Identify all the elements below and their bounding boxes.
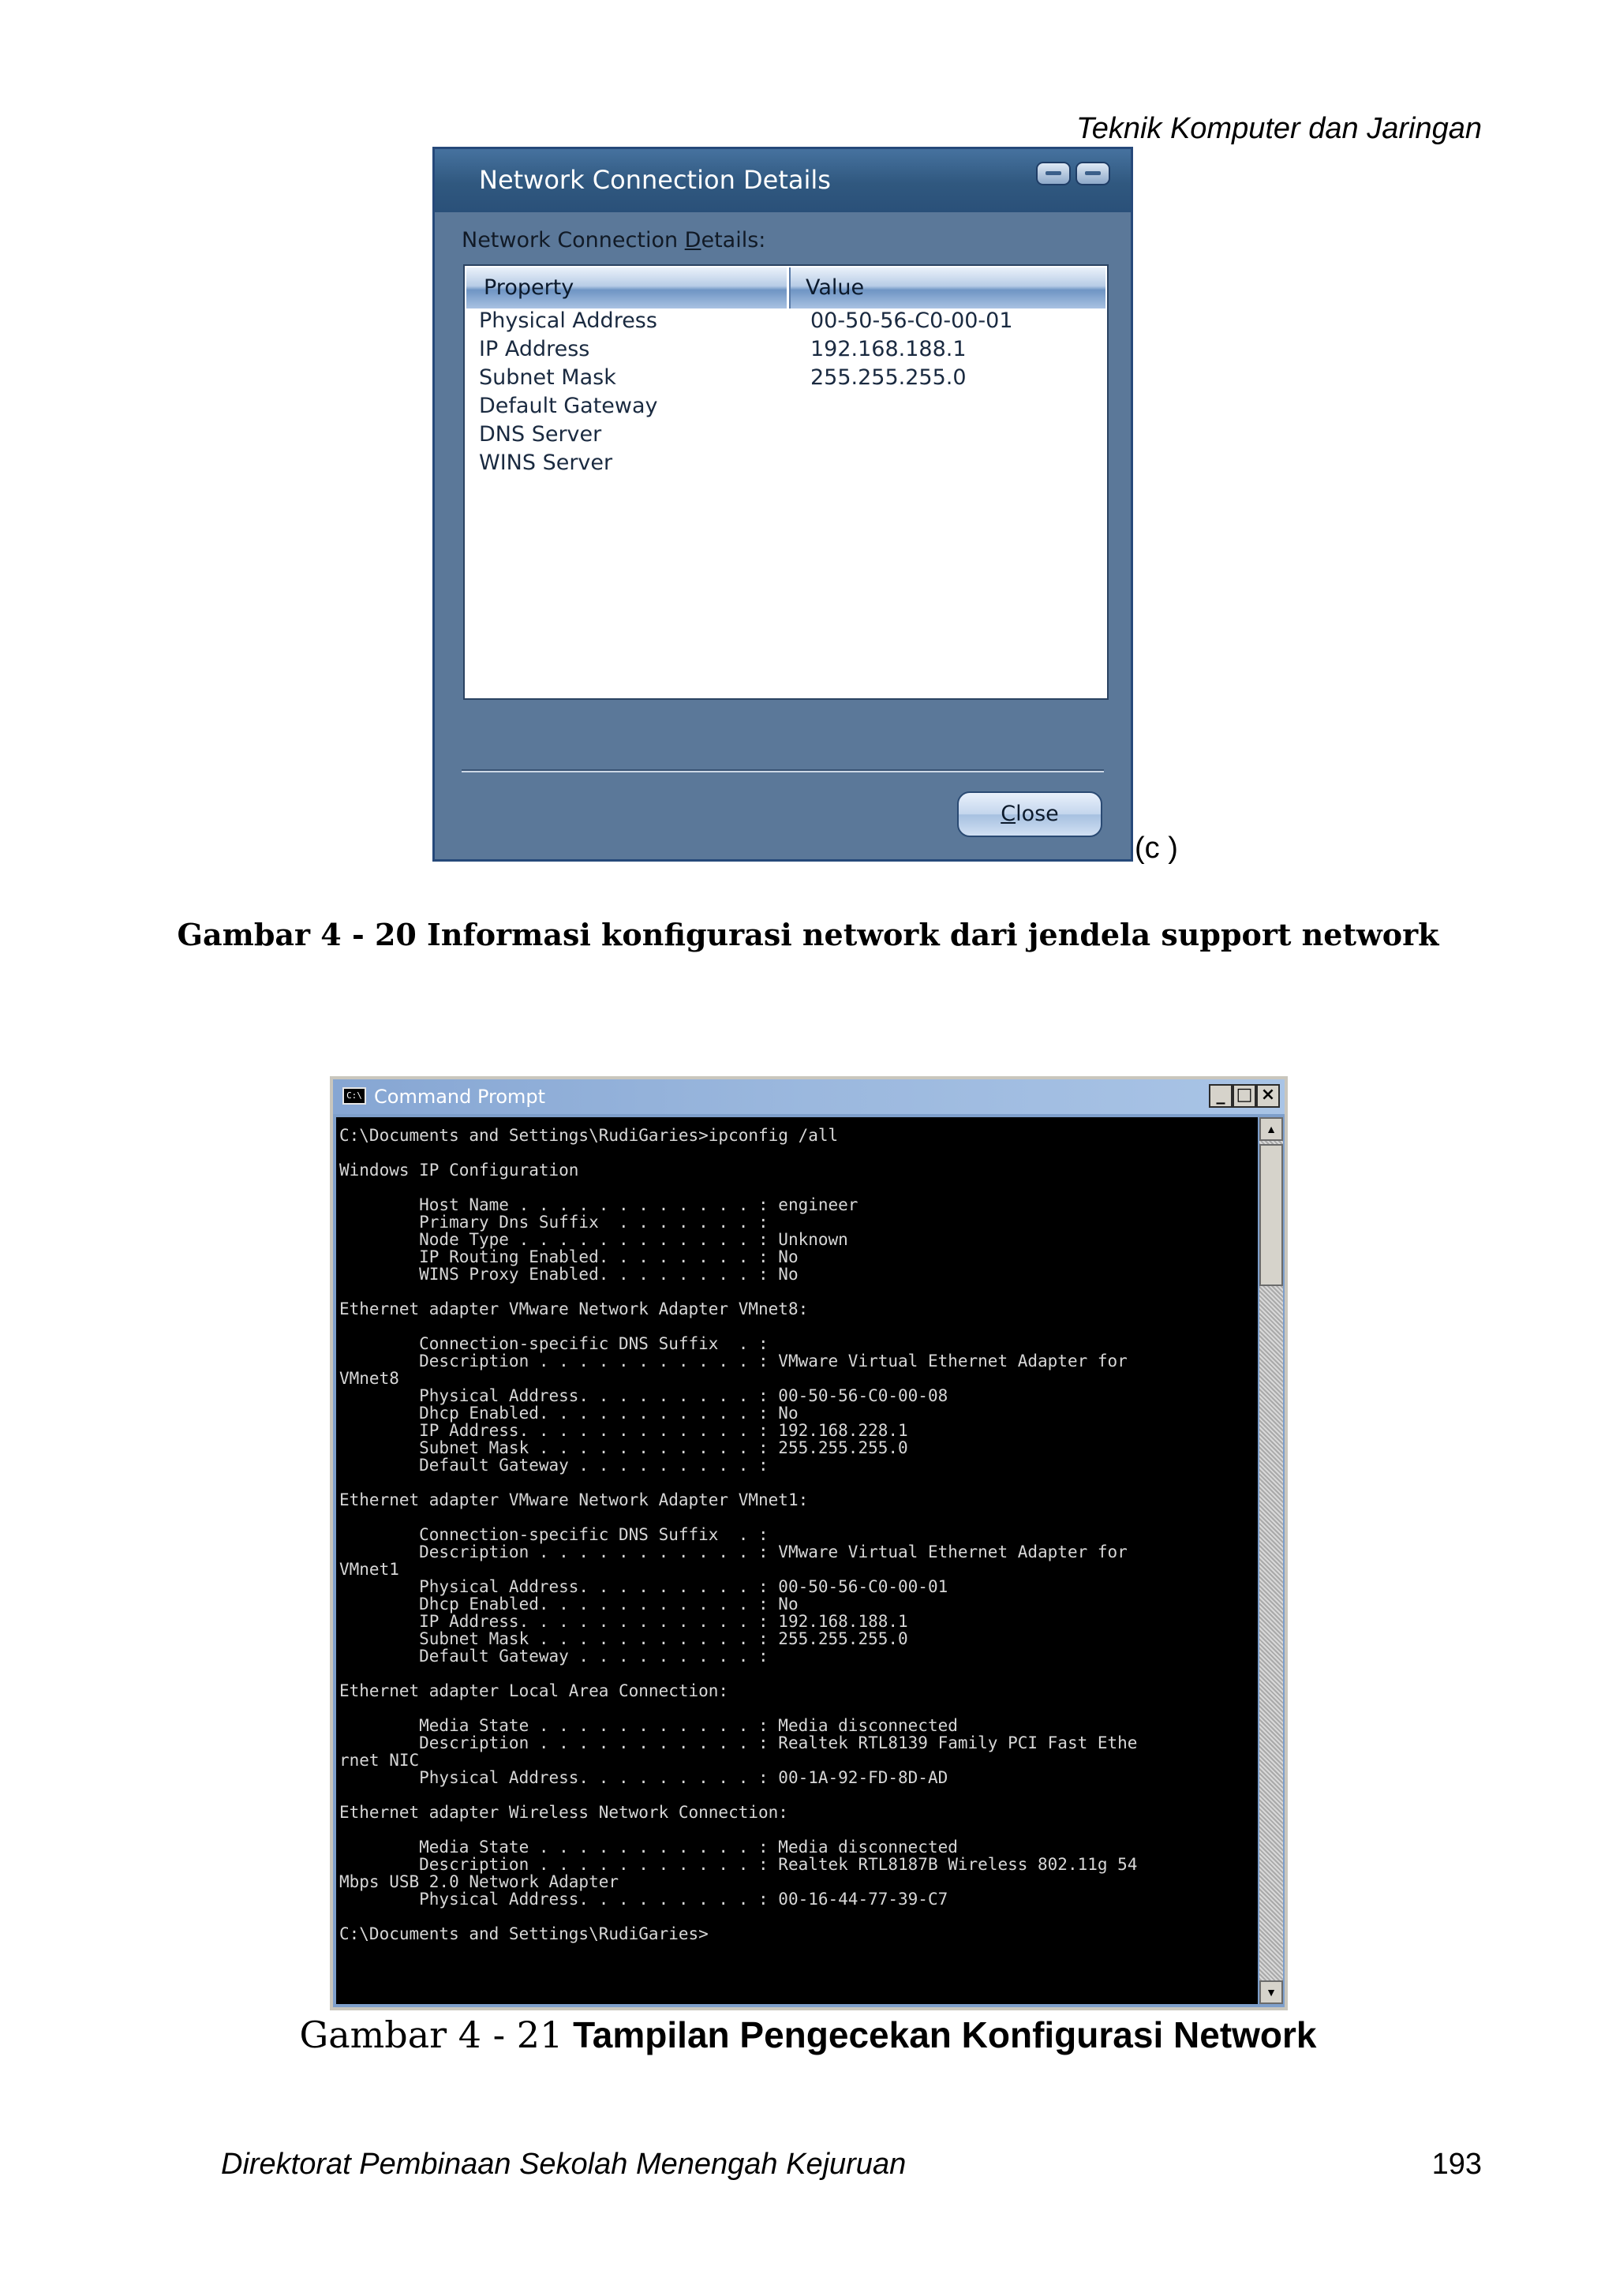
- dialog-titlebar[interactable]: [435, 149, 1131, 212]
- dialog-separator: [462, 771, 1104, 772]
- minimize-icon: [1046, 171, 1061, 175]
- vertical-scrollbar[interactable]: [1259, 1117, 1283, 2004]
- scrollbar-thumb[interactable]: [1259, 1144, 1283, 1286]
- cmd-close-button[interactable]: ×: [1256, 1084, 1280, 1108]
- close-title-button[interactable]: [1075, 162, 1110, 185]
- command-prompt-window: [330, 1076, 1288, 2010]
- footer-publisher: Direktorat Pembinaan Sekolah Menengah Kejuruan: [221, 2148, 907, 2181]
- cmd-maximize-button[interactable]: □: [1233, 1084, 1256, 1108]
- console-output[interactable]: [336, 1117, 1258, 2004]
- list-item[interactable]: DNS Server: [479, 422, 602, 447]
- cmd-window-title: Command Prompt: [374, 1086, 546, 1108]
- details-listview[interactable]: [463, 264, 1109, 700]
- console-text: C:\Documents and Settings\RudiGaries>ipconfig /all Windows IP Configuration Host Name . . . . . . . . . . . . : engineer Primary Dns Suffix . . . . . . . : Node Type . . . . . . . . . . . . : Unknown IP Routing Enabled. . . . . . . . : No WINS Proxy Enabled. . . . . . . . : No Ethernet adapter VMware Network Adapter VMnet8: Connection-specific DNS Suffix . : Description . . . . . . . . . . . : VMware Virtual Ethernet Adapter for VMnet8 Physical Address. . . . . . . . . : 00-50-56-C0-00-08 Dhcp Enabled. . . . . . . . . . . : No IP Address. . . . . . . . . . . . : 192.168.228.1 Subnet Mask . . . . . . . . . . . : 255.255.255.0 Default Gateway . . . . . . . . . : Ethernet adapter VMware Network Adapter VMnet1: Connection-specific DNS Suffix . : Description . . . . . . . . . . . : VMware Virtual Ethernet Adapter for VMnet1 Physical Address. . . . . . . . . : 00-50-56-C0-00-01 Dhcp Enabled. . . . . . . . . . . : No IP Address. . . . . . . . . . . . : 192.168.188.1 Subnet Mask . . . . . . . . . . . : 255.255.255.0 Default Gateway . . . . . . . . . : Ethernet adapter Local Area Connection: Media State . . . . . . . . . . . : Media disconnected Description . . . . . . . . . . . : Realtek RTL8139 Family PCI Fast Ethe rnet NIC Physical Address. . . . . . . . . : 00-1A-92-FD-8D-AD Ethernet adapter Wireless Network Connection: Media State . . . . . . . . . . . : Media disconnected Description . . . . . . . . . . . : Realtek RTL8187B Wireless 802.11g 54 Mbps USB 2.0 Network Adapter Physical Address. . . . . . . . . : 00-16-44-77-39-C7 C:\Documents and Settings\RudiGaries>: [339, 1126, 1138, 1943]
- list-item[interactable]: WINS Server: [479, 451, 613, 475]
- close-icon: [1085, 171, 1101, 175]
- network-connection-details-window: [432, 147, 1133, 862]
- cmd-titlebar[interactable]: [333, 1079, 1285, 1114]
- column-header-property[interactable]: Property: [484, 275, 574, 300]
- running-header: Teknik Komputer dan Jaringan: [1075, 112, 1482, 145]
- list-item[interactable]: Physical Address 00-50-56-C0-00-01: [479, 309, 1013, 333]
- close-button[interactable]: Close: [957, 791, 1102, 837]
- list-item[interactable]: Default Gateway: [479, 394, 658, 418]
- page-number: 193: [1431, 2148, 1482, 2181]
- column-header-value[interactable]: Value: [806, 275, 865, 300]
- listview-header: [466, 267, 1105, 309]
- figure-caption-4-21: Gambar 4 - 21 Tampilan Pengecekan Konfigurasi Network: [299, 2014, 1317, 2056]
- figure-caption-4-20: Gambar 4 - 20 Informasi konfigurasi network dari jendela support network: [177, 917, 1439, 952]
- scroll-up-arrow-icon[interactable]: ▲: [1259, 1117, 1283, 1141]
- scroll-down-arrow-icon[interactable]: ▼: [1259, 1980, 1283, 2004]
- figure-sub-label: (c ): [1135, 832, 1178, 865]
- list-item[interactable]: Subnet Mask 255.255.255.0: [479, 365, 967, 390]
- details-label: Network Connection Details:: [462, 228, 766, 252]
- list-item[interactable]: IP Address 192.168.188.1: [479, 337, 967, 361]
- dialog-title: Network Connection Details: [479, 165, 831, 195]
- minimize-button[interactable]: [1036, 162, 1071, 185]
- cmd-minimize-button[interactable]: _: [1209, 1084, 1233, 1108]
- console-icon[interactable]: C:\: [342, 1087, 366, 1105]
- column-divider[interactable]: [787, 267, 789, 309]
